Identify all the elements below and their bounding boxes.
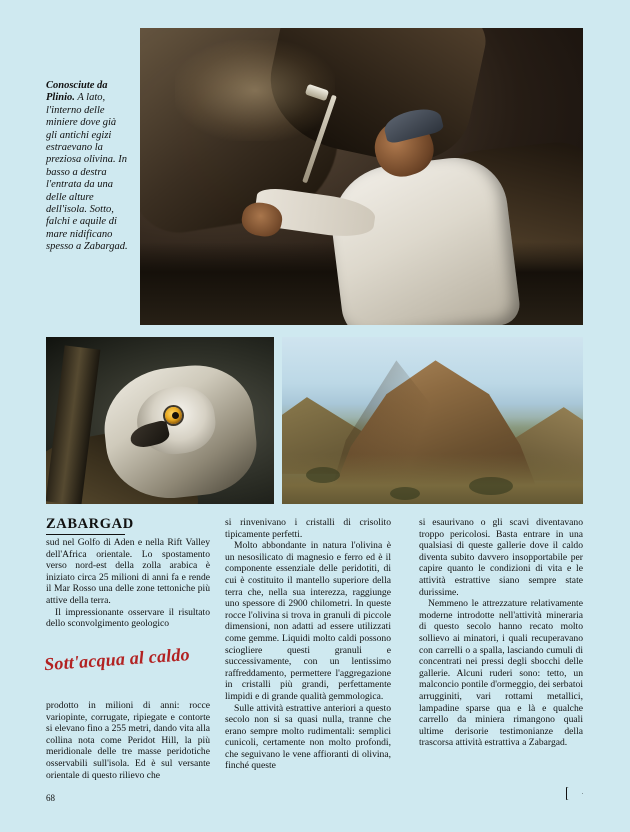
paragraph: prodotto in milioni di anni: rocce variopinte, corrugate, ripiegate e contorte si elevano fino a 255 metri, dando vita alla collina nota come Peridot Hill, la più meridionale delle tre masse peridotiche osservabili sull'isola. Ed è sul versante orientale di questo rilievo che <box>46 700 210 781</box>
body-column-1 <box>46 537 210 630</box>
paragraph: Molto abbondante in natura l'olivina è un nesosilicato di magnesio e ferro ed è il componente essenziale delle peridotiti, di cui è costituito il mantello superiore della terra che, nella sua interezza, raggiunge uno spessore di 2900 chilometri. In queste rocce l'olivina si trova in granuli di piccole dimensioni, non adatti ad essere utilizzati come gemme. Liquidi molto caldi possono sciogliere questi granuli e successivamente, con un lentissimo raffreddamento, permettere l'aggregazione in cristalli più grandi, perfettamente limpidi e di grande qualità gemmologica. <box>225 540 391 702</box>
photo-caption <box>46 80 128 254</box>
caption-lead: Conosciute da Plinio. <box>46 80 108 104</box>
script-headline: Sott'acqua al caldo <box>43 644 191 675</box>
paragraph: sud nel Golfo di Aden e nella Rift Valley dell'Africa orientale. Lo spostamento verso nord-est della zolla arabica è iniziato circa 25 milioni di anni fa e rende il Mar Rosso una delle zone tettoniche più attive della terra. <box>46 537 210 606</box>
osprey-chick-photo <box>46 337 274 504</box>
paragraph: Il impressionante osservare il risultato dello sconvolgimento geologico <box>46 606 210 630</box>
mine-interior-photo <box>140 28 583 325</box>
body-column-2 <box>225 517 391 772</box>
paragraph: Nemmeno le attrezzature relativamente moderne introdotte nell'attività mineraria di questo secolo hanno recato molto sollievo ai minatori, i quali recuperavano con carrelli o a spalla, lasciando cumuli di concentrati nei pressi degli sbocchi delle gallerie. Alcuni ruderi sono: tetto, un malconcio pontile d'ormeggio, dei serbatoi arrugginiti, vari rottami metallici, lampadine sparse qua e là e qualche carrello da miniera rimangono quali ultime derisorie testimonianze della trascorsa attività estrattiva a Zabargad. <box>419 598 583 749</box>
mine-hill-photo <box>282 337 583 504</box>
body-column-1-continued <box>46 700 210 781</box>
page-title: ZABARGAD <box>46 516 134 532</box>
page-number: 68 <box>46 793 55 803</box>
scrub-bush <box>469 477 513 495</box>
caption-text: A lato, l'interno delle miniere dove già gli antichi egizi estraevano la preziosa olivina. In basso a destra l'entrata da una delle alture dell'isola. Sotto, falchi e aquile di mare nidificano spesso a Zabargad. <box>46 92 128 253</box>
bird-pupil <box>172 412 179 419</box>
body-column-3 <box>419 517 583 749</box>
title-underline <box>46 534 125 535</box>
paragraph: si esaurivano o gli scavi diventavano troppo pericolosi. Basta entrare in una qualsiasi di queste gallerie dove il caldo diventa subito davvero insopportabile per capire quanto le condizioni di vita e le attività estrattive siano sempre state durissime. <box>419 517 583 598</box>
paragraph: Sulle attività estrattive anteriori a questo secolo non si sa quasi nulla, tranne che erano sempre molto rudimentali: semplici cunicoli, certamente non molto profondi, che seguivano le vene affioranti di olivina, finché queste <box>225 702 391 772</box>
continue-arrow-icon <box>566 787 583 800</box>
paragraph: si rinvenivano i cristalli di crisolito tipicamente perfetti. <box>225 517 391 540</box>
